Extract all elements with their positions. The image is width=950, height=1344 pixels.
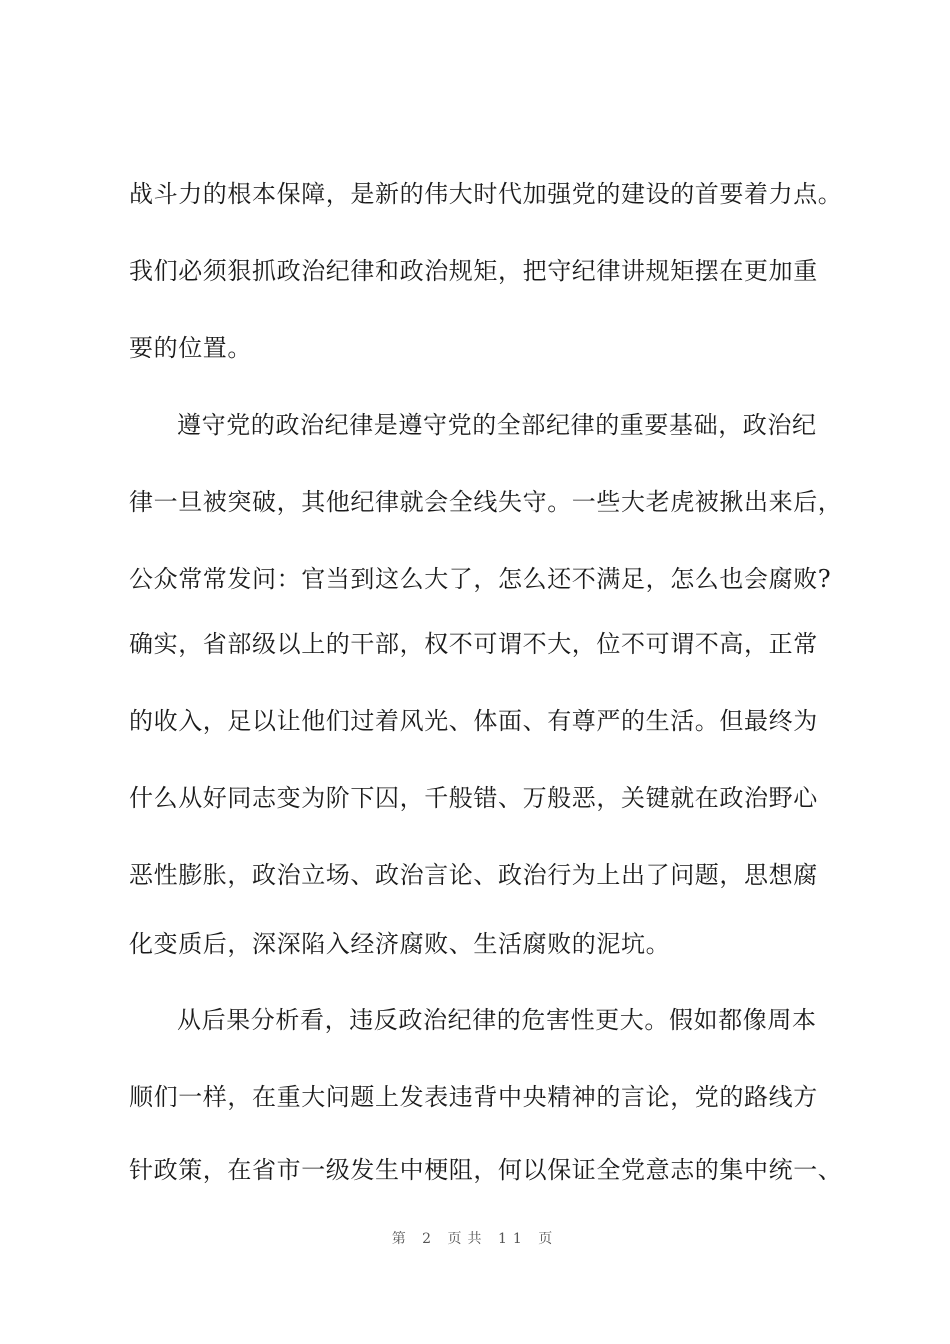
paragraph-line: 顺们一样，在重大问题上发表违背中央精神的言论，党的路线方 <box>129 1083 818 1111</box>
paragraph-line: 确实，省部级以上的干部，权不可谓不大，位不可谓不高，正常 <box>129 630 818 658</box>
paragraph-line: 要的位置。 <box>129 334 252 362</box>
paragraph-line: 的收入，足以让他们过着风光、体面、有尊严的生活。但最终为 <box>129 707 818 735</box>
paragraph-line: 针政策，在省市一级发生中梗阻，何以保证全党意志的集中统一、 <box>129 1156 843 1184</box>
paragraph-first-line: 遵守党的政治纪律是遵守党的全部纪律的重要基础，政治纪 <box>177 411 817 439</box>
paragraph-line: 什么从好同志变为阶下囚，千般错、万般恶，关键就在政治野心 <box>129 784 818 812</box>
paragraph-line: 律一旦被突破，其他纪律就会全线失守。一些大老虎被揪出来后， <box>129 488 843 516</box>
paragraph-line: 我们必须狠抓政治纪律和政治规矩，把守纪律讲规矩摆在更加重 <box>129 257 818 285</box>
paragraph-line: 恶性膨胀，政治立场、政治言论、政治行为上出了问题，思想腐 <box>129 861 818 889</box>
paragraph-first-line: 从后果分析看，违反政治纪律的危害性更大。假如都像周本 <box>177 1006 817 1034</box>
paragraph-line: 公众常常发问：官当到这么大了，怎么还不满足，怎么也会腐败? <box>129 565 832 593</box>
paragraph-line: 化变质后，深深陷入经济腐败、生活腐败的泥坑。 <box>129 930 671 958</box>
page-number-footer: 第 2 页共 11 页 <box>391 1231 559 1247</box>
paragraph-line: 战斗力的根本保障，是新的伟大时代加强党的建设的首要着力点。 <box>129 180 843 208</box>
